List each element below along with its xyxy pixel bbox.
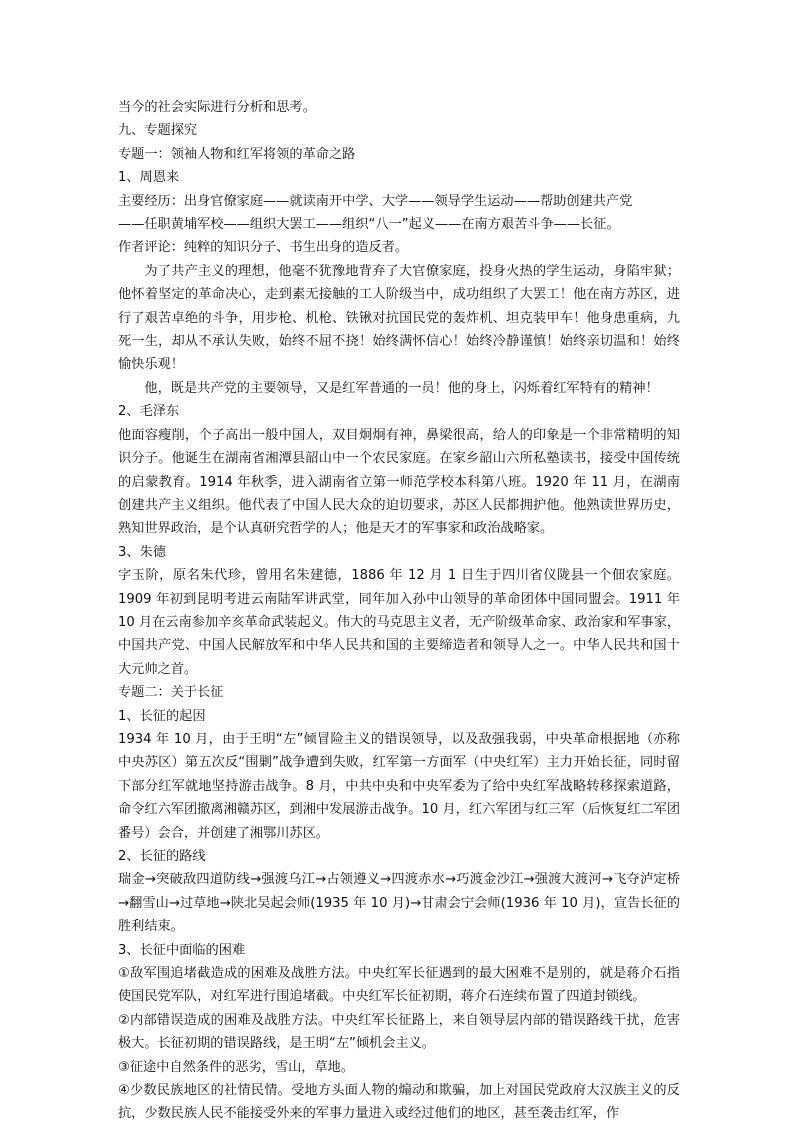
subheading: 3、朱德 bbox=[118, 544, 166, 560]
paragraph: 他，既是共产党的主要领导，又是红军普通的一员！他的身上，闪烁着红军特有的精神！ bbox=[144, 380, 659, 396]
subheading: 1、长征的起因 bbox=[118, 708, 206, 724]
paragraph: 瑞金→突破敌四道防线→强渡乌江→占领遵义→四渡赤水→巧渡金沙江→强渡大渡河→飞夺泸定桥→翻雪山→过草地→陕北吴起会师(1935 年 10 月)→甘肃会宁会师(1936 年 10 月)，宣告长征的胜利结束。 bbox=[118, 872, 680, 935]
paragraph: ④少数民族地区的社情民情。受地方头面人物的煽动和欺骗，加上对国民党政府大汉族主义的反抗，少数民族人民不能接受外来的军事力量进入或经过他们的地区，甚至袭击红军，作 bbox=[118, 1083, 680, 1122]
subheading: 3、长征中面临的困难 bbox=[118, 942, 246, 958]
subheading: 1、周恩来 bbox=[118, 170, 180, 186]
text-line: 作者评论：纯粹的知识分子、书生出身的造反者。 bbox=[118, 240, 409, 256]
paragraph: 他面容瘦削，个子高出一般中国人，双目炯炯有神，鼻梁很高，给人的印象是一个非常精明的知识分子。他诞生在湖南省湘潭县韶山中一个农民家庭。在家乡韶山六所私塾读书，接受中国传统的启蒙教育。1914 年秋季，进入湖南省立第一师范学校本科第八班。1920 年 11 月，在湖南创建共产主义组织。他代表了中国人民大众的迫切要求，苏区人民都拥护他。他熟读世界历史，熟知世界政治，是个认真研究哲学的人；他是天才的军事家和政治战略家。 bbox=[118, 427, 680, 537]
text-line: 主要经历：出身官僚家庭——就读南开中学、大学——领导学生运动——帮助创建共产党 bbox=[118, 193, 633, 209]
subheading: 2、长征的路线 bbox=[118, 849, 206, 864]
text-line: 当今的社会实际进行分析和思考。 bbox=[118, 100, 316, 115]
text-line: ——任职黄埔军校——组织大罢工——组织“八一”起义——在南方艰苦斗争——长征。 bbox=[118, 217, 620, 233]
paragraph: ②内部错误造成的困难及战胜方法。中央红军长征路上，来自领导层内部的错误路线干扰，危害极大。长征初期的错误路线，是王明“左”倾机会主义。 bbox=[118, 1012, 680, 1052]
subheading: 2、毛泽东 bbox=[118, 404, 180, 420]
topic-heading: 专题一：领袖人物和红军将领的革命之路 bbox=[118, 146, 356, 162]
paragraph: 为了共产主义的理想，他毫不犹豫地背弃了大官僚家庭，投身火热的学生运动，身陷牢狱；他怀着坚定的革命决心，走到素无接触的工人阶级当中，成功组织了大罢工！他在南方苏区，进行了艰苦卓绝的斗争，用步枪、机枪、铁锹对抗国民党的轰炸机、坦克装甲车！他身患重病，九死一生，却从不承认失败，始终不屈不挠！始终满怀信心！始终冷静谨慎！始终亲切温和！始终愉快乐观！ bbox=[118, 263, 680, 373]
topic-heading: 专题二：关于长征 bbox=[118, 685, 224, 701]
paragraph: 1934 年 10 月，由于王明“左”倾冒险主义的错误领导，以及敌强我弱，中央革命根据地（亦称中央苏区）第五次反“围剿”战争遭到失败，红军第一方面军（中央红军）主力开始长征，同时留下部分红军就地坚持游击战争。8 月，中共中央和中央军委为了给中央红军战略转移探索道路，命令红六军团撤离湘赣苏区，到湘中发展游击战争。10 月，红六军团与红三军（后恢复红二军团番号）会合，并创建了湘鄂川苏区。 bbox=[118, 731, 680, 841]
text-line: ③征途中自然条件的恶劣，雪山，草地。 bbox=[118, 1059, 355, 1075]
paragraph: 字玉阶，原名朱代珍，曾用名朱建德，1886 年 12 月 1 日生于四川省仪陇县一个佃农家庭。1909 年初到昆明考进云南陆军讲武堂，同年加入孙中山领导的革命团体中国同盟会。1911 年 10 月在云南参加辛亥革命武装起义。伟大的马克思主义者，无产阶级革命家、政治家和军事家，中国共产党、中国人民解放军和中华人民共和国的主要缔造者和领导人之一。中华人民共和国十大元帅之首。 bbox=[118, 568, 680, 677]
section-heading: 九、专题探究 bbox=[118, 123, 198, 139]
document-page bbox=[118, 96, 680, 1126]
paragraph: ①敌军围追堵截造成的困难及战胜方法。中央红军长征遇到的最大困难不是别的，就是蒋介石指使国民党军队，对红军进行围追堵截。中央红军长征初期，蒋介石连续布置了四道封锁线。 bbox=[118, 966, 680, 1005]
